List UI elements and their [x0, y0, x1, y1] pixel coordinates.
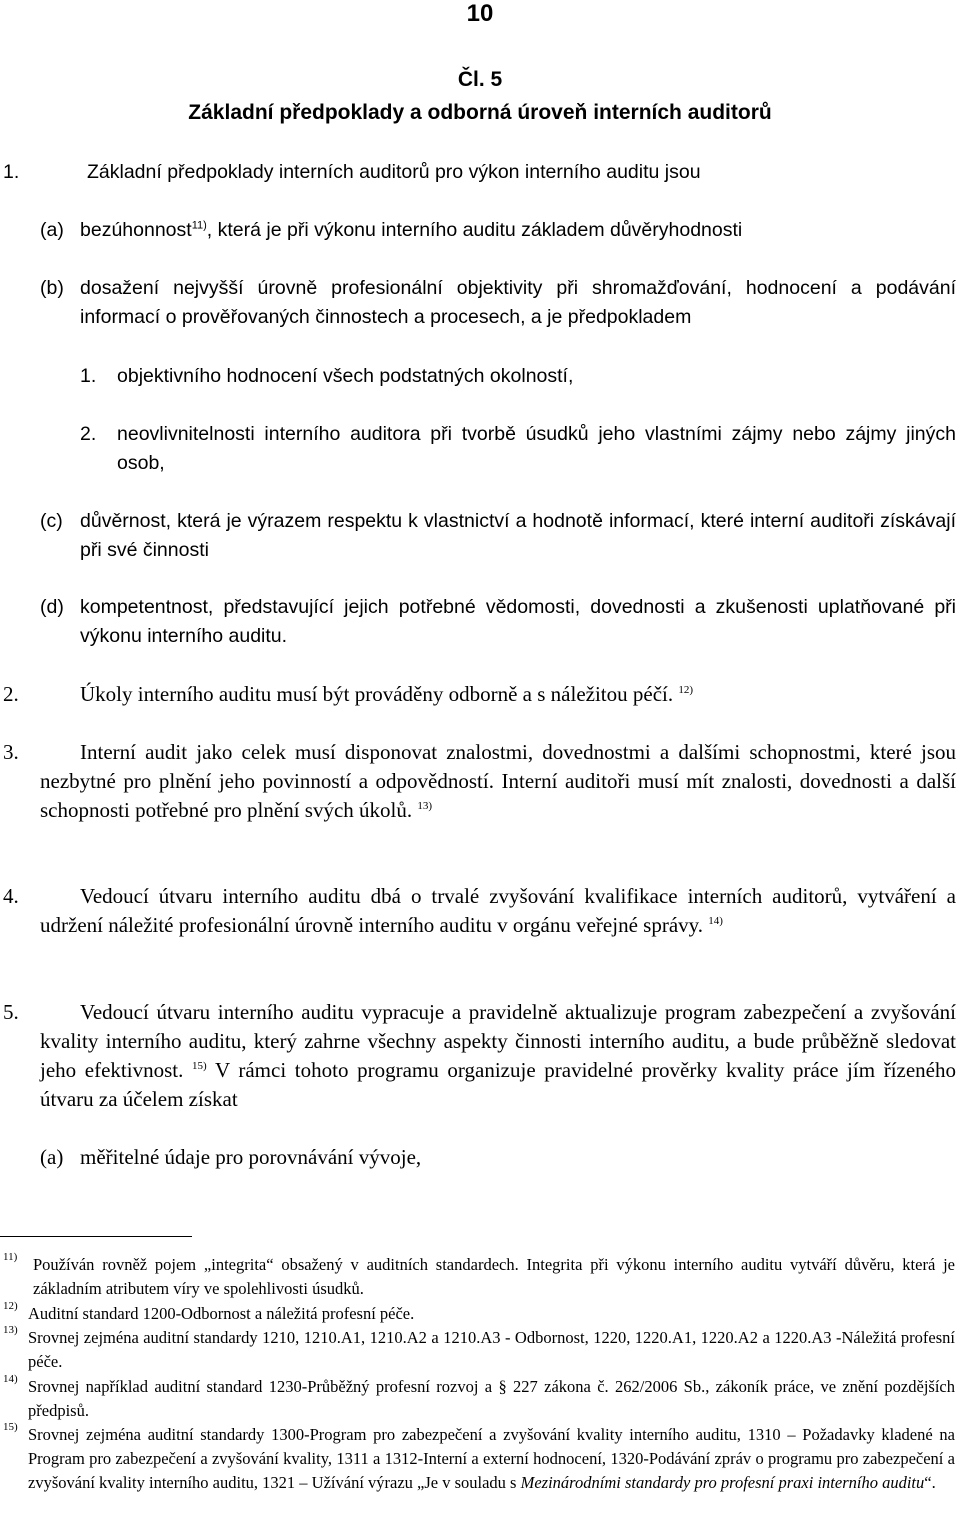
section-5-number: 5.	[3, 1000, 19, 1024]
item-b-text: dosažení nejvyšší úrovně profesionální objektivity při shromažďování, hodnocení a podávání informací o prověřovaných činnostech a procesech, a je předpokladem	[80, 277, 956, 328]
footnote-ref-15[interactable]: 15)	[192, 1060, 207, 1072]
footnote-12-text: Auditní standard 1200-Odbornost a náležitá profesní péče.	[28, 1304, 415, 1323]
item-b1-number: 1.	[80, 365, 97, 387]
footnote-11-number: 11)	[3, 1251, 18, 1263]
item-c-label: (c)	[40, 510, 63, 532]
footnote-14-number: 14)	[3, 1373, 18, 1385]
section-2-number: 2.	[3, 682, 19, 706]
section-2-text: Úkoly interního auditu musí být prováděny odborně a s náležitou péčí. $^{12)}$	[80, 682, 694, 706]
section-3-text: Interní audit jako celek musí disponovat znalostmi, dovednostmi a dalšími schopnostmi, které jsou nezbytné pro plnění jeho povinností a odpovědností. Interní auditoři musí mít znalosti, dovednosti a další schopnosti potřebné pro plnění svých úkolů. $^{13)}$	[40, 740, 956, 822]
footnote-separator	[0, 1236, 192, 1237]
item-b-label: (b)	[40, 277, 64, 299]
footnote-12-number: 12)	[3, 1300, 18, 1312]
footnote-15-text: Srovnej zejména auditní standardy 1300-Program pro zabezpečení a zvyšování kvality interního auditu, 1310 – Požadavky kladené na Program pro zabezpečení a zvyšování kvality, 1311 a 1312-Interní a externí hodnocení, 1320-Podávání zpráv o programu pro zabezpečení a zvyšování kvality interního auditu, 1321 – Užívání výrazu „Je v souladu s Mezinárodními standardy pro profesní praxi interního auditu“.	[28, 1425, 955, 1492]
footnote-14-text: Srovnej například auditní standard 1230-Průběžný profesní rozvoj a § 227 zákona č. 262/2006 Sb., zákoník práce, ve znění pozdějších předpisů.	[28, 1377, 955, 1420]
footnote-ref-13[interactable]: 13)	[417, 800, 433, 812]
article-title: Základní předpoklady a odborná úroveň interních auditorů	[188, 101, 772, 124]
footnote-15-number: 15)	[3, 1421, 18, 1433]
footnote-13-number: 13)	[3, 1324, 18, 1336]
item-b1-text: objektivního hodnocení všech podstatných okolností,	[117, 365, 574, 387]
section-4-number: 4.	[3, 884, 19, 908]
footnote-11-text: Používán rovněž pojem „integrita“ obsažený v auditních standardech. Integrita při výkonu interního auditu vytváří důvěru, která je základním atributem víry ve spolehlivosti úsudků.	[33, 1255, 955, 1298]
section-5-text: Vedoucí útvaru interního auditu vypracuje a pravidelně aktualizuje program zabezpečení a zvyšování kvality interního auditu, který zahrne všechny aspekty činnosti interního auditu, a bude průběžně sledovat jeho efektivnost. $^{15)}$ V rámci tohoto programu organizuje pravidelné prověrky kvality práce jím řízeného útvaru za účelem získat	[40, 1000, 956, 1111]
item-5a-text: měřitelné údaje pro porovnávání vývoje,	[80, 1145, 422, 1169]
item-b2-text: neovlivnitelnosti interního auditora při tvorbě úsudků jeho vlastními zájmy nebo zájmy jiných osob,	[117, 423, 956, 474]
item-5a-label: (a)	[40, 1145, 64, 1169]
item-a-text: bezúhonnost$^{11)}$, která je při výkonu interního auditu základem důvěryhodnosti	[80, 219, 743, 241]
item-c-text: důvěrnost, která je výrazem respektu k vlastnictví a hodnotě informací, které interní auditoři získávají při své činnosti	[80, 510, 956, 561]
item-a-label: (a)	[40, 219, 64, 241]
footnote-ref-11[interactable]: 11)	[191, 219, 207, 232]
section-4-text: Vedoucí útvaru interního auditu dbá o trvalé zvyšování kvalifikace interních auditorů, vytváření a udržení náležité profesionální úrovně interního auditu v orgánu veřejné správy. $^{14)}$	[40, 884, 956, 937]
section-1-number: 1.	[3, 161, 20, 183]
article-number: Čl. 5	[457, 68, 503, 91]
section-3-number: 3.	[3, 740, 19, 764]
footnote-13-text: Srovnej zejména auditní standardy 1210, 1210.A1, 1210.A2 a 1210.A3 - Odbornost, 1220, 1220.A1, 1220.A2 a 1220.A3 -Náležitá profesní péče.	[28, 1328, 955, 1371]
item-d-text: kompetentnost, představující jejich potřebné vědomosti, dovednosti a zkušenosti uplatňované při výkonu interního auditu.	[80, 596, 956, 647]
page-number: 10	[466, 0, 494, 27]
section-1-intro: Základní předpoklady interních auditorů pro výkon interního auditu jsou	[87, 161, 701, 183]
item-b2-number: 2.	[80, 423, 97, 445]
footnote-ref-12[interactable]: 12)	[678, 684, 694, 696]
item-d-label: (d)	[40, 596, 64, 618]
footnote-ref-14[interactable]: 14)	[708, 915, 723, 927]
